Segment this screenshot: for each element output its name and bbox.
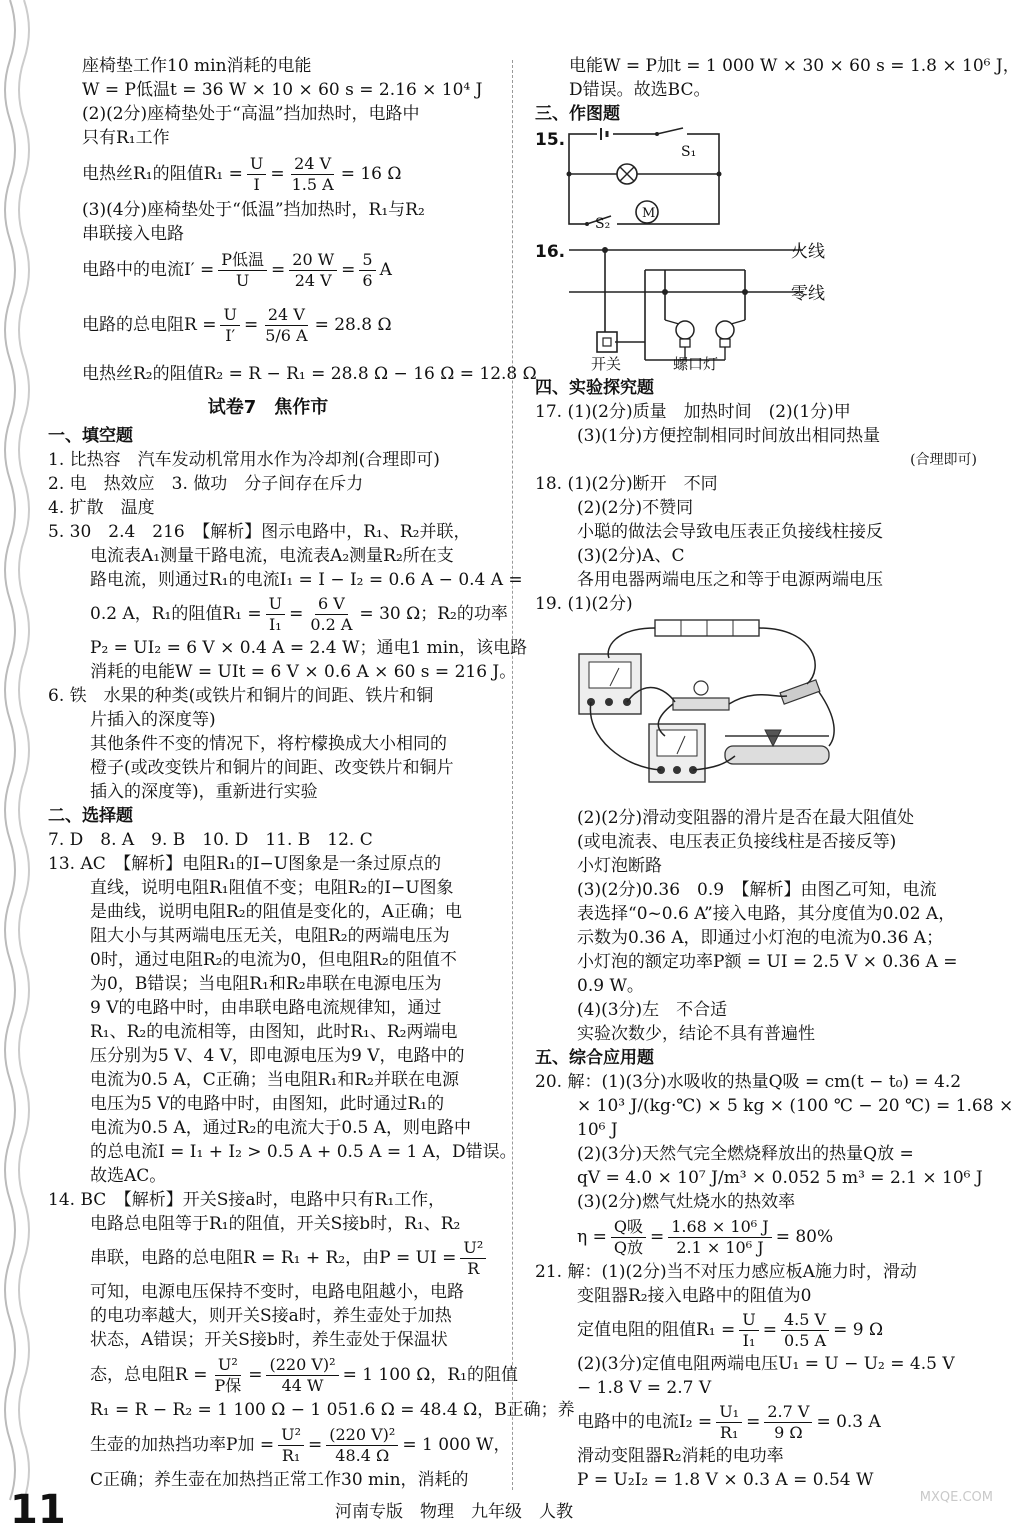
answer-line: C正确；养生壶在加热挡正常工作30 min，消耗的 (90, 1470, 469, 1490)
experiment-apparatus (575, 618, 845, 800)
answer-line: (2)(3分)天然气完全燃烧释放出的热量Q放 = (577, 1144, 914, 1164)
answer-line: 14. BC 【解析】开关S接a时，电路中只有R₁工作， (48, 1190, 446, 1210)
fraction: $\frac{6 V}{0.2 A}$ (310, 593, 353, 634)
fraction: $\frac{\text{Q吸}}{\text{Q放}}$ (611, 1217, 646, 1258)
answer-line: 2. 电 热效应 3. 做功 分子间存在斥力 (48, 474, 364, 494)
household-circuit-q16 (565, 240, 805, 370)
fraction: $\frac{\text{U²}}{\text{P保}}$ (214, 1354, 242, 1395)
answer-line: (2)(2分)滑动变阻器的滑片是否在最大阻值处 (577, 808, 915, 828)
answer-line: 13. AC 【解析】电阻R₁的I−U图象是一条过原点的 (48, 854, 442, 874)
fraction: $\frac{U}{I'}$ (220, 305, 239, 346)
watermark-logo: MXQE.COM (919, 1490, 993, 1505)
answer-line: 状态，A错误；开关S接b时，养生壶处于保温状 (90, 1330, 448, 1350)
text-line: 串联接入电路 (82, 224, 184, 244)
fraction: $\frac{5}{6}$ (359, 250, 375, 291)
answer-line: R₁、R₂的电流相等，由图知，此时R₁、R₂两端电 (90, 1022, 458, 1042)
answer-line: (4)(3分)左 不合适 (577, 1000, 728, 1020)
figure-q15: 15. S₁ S₂ M (535, 128, 977, 238)
answer-line: 为0，B错误；当电阻R₁和R₂串联在电源电压为 (90, 974, 442, 994)
answer-line: (3)(2分)A、C (577, 546, 685, 566)
fraction: $\frac{\text{(220 V)²}}{44 W}$ (266, 1355, 338, 1396)
page-number: 11 (10, 1487, 66, 1533)
page-footer (0, 1484, 1013, 1536)
left-column (48, 54, 575, 1492)
fraction: $\frac{U}{\text{I₁}}$ (266, 594, 285, 635)
equation-total-resistance: 电路的总电阻R = $\frac{U}{I'}$ = $\frac{24 V}{5/6 A}$ = 28.8 Ω (82, 304, 392, 345)
answer-line: 电路总电阻等于R₁的阻值，开关S接b时，R₁、R₂ (90, 1214, 461, 1234)
footer-meta: 河南专版 物理 九年级 人教 (335, 1502, 573, 1522)
answer-line: 实验次数少，结论不具有普遍性 (577, 1024, 815, 1044)
answer-line: 橙子(或改变铁片和铜片的间距、改变铁片和铜片 (90, 758, 454, 778)
equation-efficiency: η = $\frac{\text{Q吸}}{\text{Q放}}$ = $\frac{\text{1.68 × 10⁶ J}}{\text{2.1 × 10⁶ J}}$ = 80% (577, 1216, 834, 1257)
text-line: 电热丝R₂的阻值R₂ = R − R₁ = 28.8 Ω − 16 Ω = 12.8 Ω (82, 364, 537, 384)
equation-circuit-current: 电路中的电流I₂ = $\frac{\text{U₁}}{\text{R₁}}$ = $\frac{2.7 V}{9 \Omega}$ = 0.3 A (577, 1401, 881, 1442)
text-line: (3)(4分)座椅垫处于“低温”挡加热时，R₁与R₂ (82, 200, 425, 220)
answer-line: 的总电流I = I₁ + I₂ > 0.5 A + 0.5 A = 1 A，D错误。 (90, 1142, 517, 1162)
equation-fixed-resistance: 定值电阻的阻值R₁ = $\frac{U}{\text{I₁}}$ = $\frac{4.5 V}{0.5 A}$ = 9 Ω (577, 1309, 884, 1350)
answer-line: 故选AC。 (90, 1166, 167, 1186)
answer-line: 0时，通过电阻R₂的电流为0，但电阻R₂的阻值不 (90, 950, 457, 970)
fraction: $\frac{U}{\text{I₁}}$ (739, 1310, 758, 1351)
answer-line: (3)(1分)方便控制相同时间放出相同热量 (577, 426, 881, 446)
answer-line: 20. 解：(1)(3分)水吸收的热量Q吸 = cm(t − t₀) = 4.2 (535, 1072, 962, 1092)
answer-line: 7. D 8. A 9. B 10. D 11. B 12. C (48, 830, 373, 850)
fraction: $\frac{\text{U₁}}{\text{R₁}}$ (716, 1402, 742, 1443)
answer-line: 压分别为5 V、4 V，即电源电压为9 V，电路中的 (90, 1046, 465, 1066)
answer-line: 6. 铁 水果的种类(或铁片和铜片的间距、铁片和铜 (48, 686, 434, 706)
fraction: $\frac{U}{I}$ (247, 154, 266, 195)
answer-line: 阻大小与其两端电压无关，电阻R₂的两端电压为 (90, 926, 450, 946)
answer-line: 0.9 W。 (577, 976, 644, 996)
fraction: $\frac{\text{U²}}{R}$ (460, 1238, 486, 1279)
answer-line: 变阻器R₂接入电路中的阻值为0 (577, 1286, 812, 1306)
answer-line: 各用电器两端电压之和等于电源两端电压 (577, 570, 883, 590)
answer-line: P₂ = UI₂ = 6 V × 0.4 A = 2.4 W；通电1 min，该电路 (90, 638, 528, 658)
equation-keep-warm: 态，总电阻R = $\frac{\text{U²}}{\text{P保}}$ = $\frac{\text{(220 V)²}}{44 W}$ = 1 100 Ω，R₁的阻值 (90, 1354, 518, 1395)
answer-line: 5. 30 2.4 216 【解析】图示电路中，R₁、R₂并联， (48, 522, 471, 542)
fraction: $\frac{2.7 V}{9 \Omega}$ (764, 1402, 812, 1443)
fraction: $\frac{\text{U²}}{\text{R₁}}$ (278, 1425, 304, 1466)
right-column (535, 54, 1020, 1492)
equation-power: 串联，电路的总电阻R = R₁ + R₂，由P = UI = $\frac{\text{U²}}{R}$ (48, 1236, 488, 1280)
answer-line: 的电功率越大，则开关S接a时，养生壶处于加热 (90, 1306, 452, 1326)
fraction: $\frac{\text{(220 V)²}}{48.4 \Omega}$ (326, 1425, 398, 1466)
answer-line: 电流为0.5 A，通过R₂的电流大于0.5 A，则电路中 (90, 1118, 472, 1138)
answer-line: 插入的深度等)，重新进行实验 (90, 782, 318, 802)
section-heading: 三、作图题 (535, 104, 620, 124)
answer-line: (3)(2分)0.36 0.9 【解析】由图乙可知，电流 (577, 880, 937, 900)
fraction: $\frac{24 V}{1.5 A}$ (291, 153, 334, 194)
equation-r1: 电热丝R₁的阻值R₁ = $\frac{U}{I}$ = $\frac{24 V}{1.5 A}$ = 16 Ω (82, 153, 402, 194)
answer-line: 可知，电源电压保持不变时，电路电阻越小，电路 (90, 1282, 464, 1302)
answer-line: 小聪的做法会导致电压表正负接线柱接反 (577, 522, 883, 542)
answer-line: (合理即可) (910, 452, 977, 468)
answer-line: − 1.8 V = 2.7 V (577, 1378, 712, 1398)
fraction: $\frac{\text{1.68 × 10⁶ J}}{\text{2.1 × 10⁶ J}}$ (668, 1217, 771, 1258)
answer-line: R₁ = R − R₂ = 1 100 Ω − 1 051.6 Ω = 48.4 Ω，B正确；养 (90, 1400, 575, 1420)
answer-line: 小灯泡的额定功率P额 = UI = 2.5 V × 0.36 A = (577, 952, 958, 972)
section-heading: 五、综合应用题 (535, 1048, 654, 1068)
fraction: $\frac{24 V}{5/6 A}$ (265, 304, 308, 345)
answer-line: (2)(3分)定值电阻两端电压U₁ = U − U₂ = 4.5 V (577, 1354, 955, 1374)
answer-line: 4. 扩散 温度 (48, 498, 155, 518)
answer-line: 21. 解：(1)(2分)当不对压力感应板A施力时，滑动 (535, 1262, 917, 1282)
text-line: 座椅垫工作10 min消耗的电能 (82, 56, 312, 76)
answer-line: 电流表A₁测量干路电流，电流表A₂测量R₂所在支 (90, 546, 454, 566)
answer-line: 是曲线，说明电阻R₂的阻值是变化的，A正确；电 (90, 902, 462, 922)
column-divider (512, 60, 513, 1490)
answer-line: 电流为0.5 A，C正确；当电阻R₁和R₂并联在电源 (90, 1070, 459, 1090)
figure-q19-apparatus (535, 618, 977, 804)
answer-line: 滑动变阻器R₂消耗的电功率 (577, 1446, 784, 1466)
answer-line: 19. (1)(2分) (535, 594, 633, 614)
section-heading: 一、填空题 (48, 426, 133, 446)
answer-line: 10⁶ J (577, 1120, 618, 1140)
fraction: $\frac{4.5 V}{0.5 A}$ (781, 1310, 829, 1351)
answer-line: 17. (1)(2分)质量 加热时间 (2)(1分)甲 (535, 402, 851, 422)
paper-title: 试卷7 焦作市 (207, 397, 329, 418)
answer-line: × 10³ J/(kg·℃) × 5 kg × (100 ℃ − 20 ℃) = 1.68 × (577, 1096, 1014, 1116)
fraction: $\frac{20 W}{24 V}$ (289, 250, 337, 291)
answer-line: P = U₂I₂ = 1.8 V × 0.3 A = 0.54 W (577, 1470, 874, 1490)
answer-line: qV = 4.0 × 10⁷ J/m³ × 0.052 5 m³ = 2.1 × 10⁶ J (577, 1168, 983, 1188)
text-line: 电能W = P加t = 1 000 W × 30 × 60 s = 1.8 × 10⁶ J， (569, 56, 1020, 76)
answer-line: 直线，说明电阻R₁阻值不变；电阻R₂的I−U图象 (90, 878, 454, 898)
answer-line: 电压为5 V的电路中时，由图知，此时通过R₁的 (90, 1094, 445, 1114)
answer-line: 9 V的电路中时，由串联电路电流规律知，通过 (90, 998, 442, 1018)
answer-line: 1. 比热容 汽车发动机常用水作为冷却剂(合理即可) (48, 450, 440, 470)
section-heading: 四、实验探究题 (535, 378, 654, 398)
equation-current: 电路中的电流I′ = $\frac{\text{P低温}}{U}$ = $\frac{20 W}{24 V}$ = $\frac{5}{6}$ A (82, 249, 392, 290)
equation-r1-value: 0.2 A，R₁的阻值R₁ = $\frac{U}{\text{I₁}}$ = $\frac{6 V}{0.2 A}$ = 30 Ω；R₂的功率 (90, 593, 508, 634)
answer-line: 18. (1)(2分)断开 不同 (535, 474, 718, 494)
answer-line: (或电流表、电压表正负接线柱是否接反等) (577, 832, 897, 852)
text-line: D错误。故选BC。 (569, 80, 711, 100)
section-heading: 二、选择题 (48, 806, 133, 826)
answer-line: 消耗的电能W = UIt = 6 V × 0.6 A × 60 s = 216 J。 (90, 662, 517, 682)
answer-line: 其他条件不变的情况下，将柠檬换成大小相同的 (90, 734, 447, 754)
answer-line: 示数为0.36 A，即通过小灯泡的电流为0.36 A； (577, 928, 944, 948)
wavy-page-border (2, 0, 38, 1536)
answer-line: 片插入的深度等) (90, 710, 216, 730)
text-line: W = P低温t = 36 W × 10 × 60 s = 2.16 × 10⁴ J (82, 80, 483, 100)
answer-line: 小灯泡断路 (577, 856, 662, 876)
answer-line: 路电流，则通过R₁的电流I₁ = I − I₂ = 0.6 A − 0.4 A = (90, 570, 523, 590)
equation-heating: 生壶的加热挡功率P加 = $\frac{\text{U²}}{\text{R₁}}$ = $\frac{\text{(220 V)²}}{48.4 \Omega}$ = 1 000 W， (90, 1424, 511, 1465)
fraction: $\frac{\text{P低温}}{U}$ (218, 250, 267, 291)
answer-line: (3)(2分)燃气灶烧水的热效率 (577, 1192, 796, 1212)
text-line: 只有R₁工作 (82, 128, 170, 148)
figure-q16: 16. 火线 零线 开关 螺口灯 (535, 242, 825, 373)
answer-line: (2)(2分)不赞同 (577, 498, 694, 518)
text-line: (2)(2分)座椅垫处于“高温”挡加热时，电路中 (82, 104, 420, 124)
answer-line: 表选择“0~0.6 A”接入电路，其分度值为0.02 A， (577, 904, 956, 924)
